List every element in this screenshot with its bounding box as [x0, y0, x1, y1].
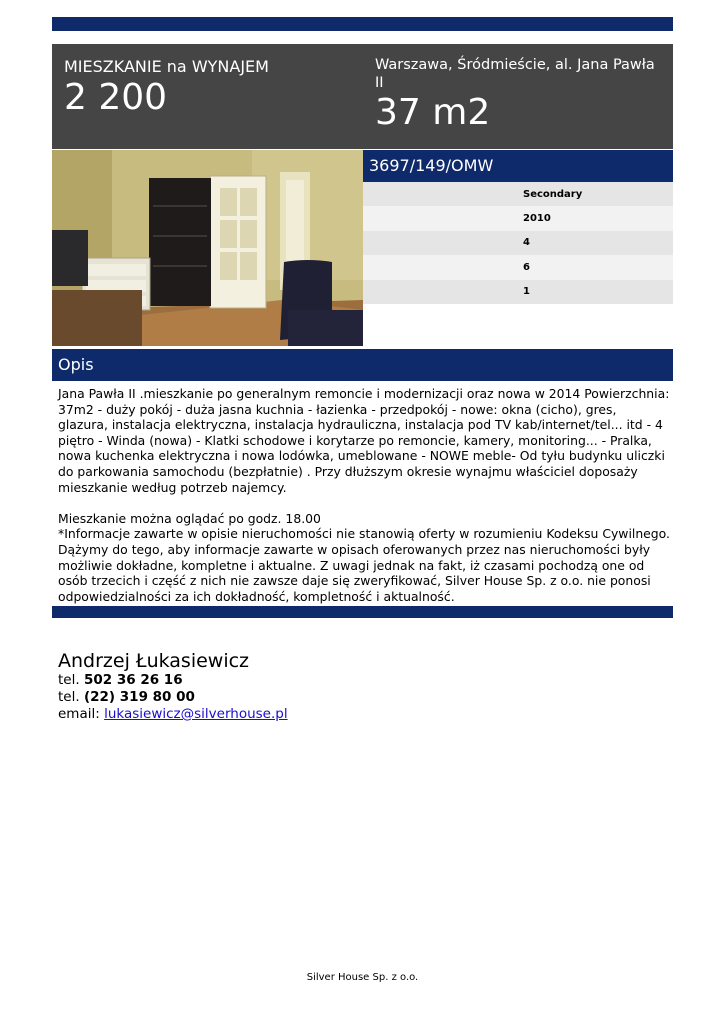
details-row	[363, 280, 673, 304]
description-paragraph: Jana Pawła II .mieszkanie po generalnym remoncie i modernizacji oraz nowa w 2014 Powierzchnia: 37m2 - duży pokój - duża jasna kuchnia - łazienka - przedpokój - nowe: okna (cicho), gres, glazura, instalacja elektryczna, instalacja hydrauliczna, instalacja pod TV kab/internet/tel... itd - 4 piętro - Winda (nowa) - Klatki schodowe i korytarze po remoncie, kamery, monitoring... - Pralka, nowa kuchenka elektryczna i nowa lodówka, umeblowane - NOWE meble- Od tyłu budynku uliczki do parkowania samochodu (bezpłatnie) . Przy dłuższym okresie wynajmu właściciel doposaży mieszkanie według potrzeb najemcy.	[58, 386, 670, 495]
listing-location-block	[375, 56, 665, 134]
tel-label: tel.	[58, 689, 80, 705]
agent-phone-office: (22) 319 80 00	[83, 689, 195, 705]
agent-phone-line	[58, 689, 288, 706]
footer-company: Silver House Sp. z o.o.	[306, 972, 419, 983]
listing-type: MIESZKANIE na WYNAJEM	[64, 57, 269, 76]
tel-label: tel.	[58, 672, 80, 688]
details-row	[363, 255, 673, 279]
agent-name: Andrzej Łukasiewicz	[58, 650, 250, 672]
details-row	[363, 231, 673, 255]
listing-location: Warszawa, Śródmieście, al. Jana Pawła II	[375, 57, 655, 91]
email-label: email:	[58, 706, 100, 722]
description-body	[58, 386, 670, 604]
listing-header	[52, 44, 673, 149]
listing-reference: 3697/149/OMW	[363, 150, 673, 182]
description-heading: Opis	[52, 349, 673, 381]
details-value: Secondary	[523, 188, 583, 200]
details-value: 2010	[523, 213, 551, 225]
disclaimer-paragraph: *Informacje zawarte w opisie nieruchomości nie stanowią oferty w rozumieniu Kodeksu Cywilnego. Dążymy do tego, aby informacje zawarte w opisach oferowanych przez nas nieruchomości były możliwie dokładne, kompletne i aktualne. Z uwagi jednak na fakt, iż czasami pochodzą one od osób trzecich i część z nich nie zawsze daje się zweryfikować, Silver House Sp. z o.o. nie ponosi odpowiedzialności za ich dokładność, kompletność i aktualność.	[58, 526, 670, 604]
agent-email-line	[58, 706, 288, 723]
bottom-accent-bar	[52, 606, 673, 618]
details-value: 1	[523, 286, 530, 298]
apartment-photo	[52, 150, 363, 346]
top-accent-bar	[52, 17, 673, 31]
details-table	[363, 182, 673, 304]
details-value: 4	[523, 237, 530, 249]
agent-contact	[58, 650, 288, 723]
listing-summary	[64, 57, 354, 119]
details-row	[363, 182, 673, 206]
listing-area: 37 m2	[375, 92, 491, 133]
description-paragraph: Mieszkanie można oglądać po godz. 18.00	[58, 510, 321, 526]
details-row	[363, 206, 673, 230]
agent-phone-line	[58, 672, 288, 689]
agent-phone-mobile: 502 36 26 16	[83, 672, 183, 688]
details-value: 6	[523, 261, 530, 273]
listing-price: 2 200	[64, 77, 168, 118]
agent-email-link[interactable]: lukasiewicz@silverhouse.pl	[104, 706, 288, 722]
